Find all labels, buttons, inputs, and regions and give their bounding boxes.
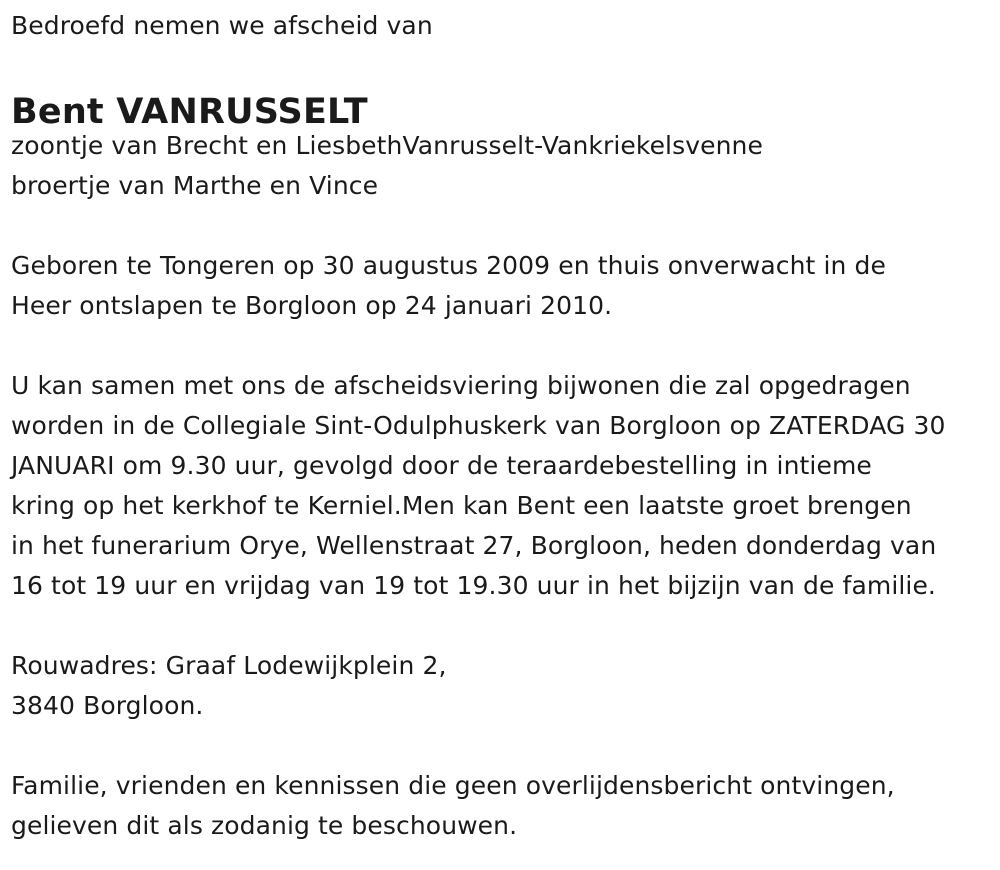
address-block bbox=[11, 646, 1000, 726]
closing-line: Familie, vrienden en kennissen die geen overlijdensbericht ontvingen, bbox=[11, 771, 895, 800]
spacer bbox=[11, 206, 1000, 246]
ceremony-block bbox=[11, 366, 1000, 606]
relation-line-parents: zoontje van Brecht en LiesbethVanrusselt-Vankriekelsvenne bbox=[11, 131, 763, 160]
relation-line-siblings: broertje van Marthe en Vince bbox=[11, 171, 379, 200]
closing-line: gelieven dit als zodanig te beschouwen. bbox=[11, 811, 518, 840]
spacer bbox=[11, 326, 1000, 366]
birth-death-line: Geboren te Tongeren op 30 augustus 2009 en thuis onverwacht in de bbox=[11, 251, 886, 280]
spacer bbox=[11, 726, 1000, 766]
ceremony-line: worden in de Collegiale Sint-Odulphuskerk van Borgloon op ZATERDAG 30 bbox=[11, 411, 946, 440]
ceremony-line: kring op het kerkhof te Kerniel.Men kan Bent een laatste groet brengen bbox=[11, 491, 912, 520]
address-line: 3840 Borgloon. bbox=[11, 691, 204, 720]
ceremony-line: JANUARI om 9.30 uur, gevolgd door de teraardebestelling in intieme bbox=[11, 451, 872, 480]
spacer bbox=[11, 606, 1000, 646]
relation-block bbox=[11, 126, 1000, 206]
birth-death-line: Heer ontslapen te Borgloon op 24 januari 2010. bbox=[11, 291, 613, 320]
closing-block bbox=[11, 766, 1000, 846]
address-line: Rouwadres: Graaf Lodewijkplein 2, bbox=[11, 651, 447, 680]
birth-death-block bbox=[11, 246, 1000, 326]
ceremony-line: 16 tot 19 uur en vrijdag van 19 tot 19.30 uur in het bijzijn van de familie. bbox=[11, 571, 936, 600]
intro-text: Bedroefd nemen we afscheid van bbox=[11, 11, 433, 40]
deceased-name: Bent VANRUSSELT bbox=[11, 92, 368, 132]
ceremony-line: in het funerarium Orye, Wellenstraat 27, Borgloon, heden donderdag van bbox=[11, 531, 937, 560]
ceremony-line: U kan samen met ons de afscheidsviering bijwonen die zal opgedragen bbox=[11, 371, 911, 400]
